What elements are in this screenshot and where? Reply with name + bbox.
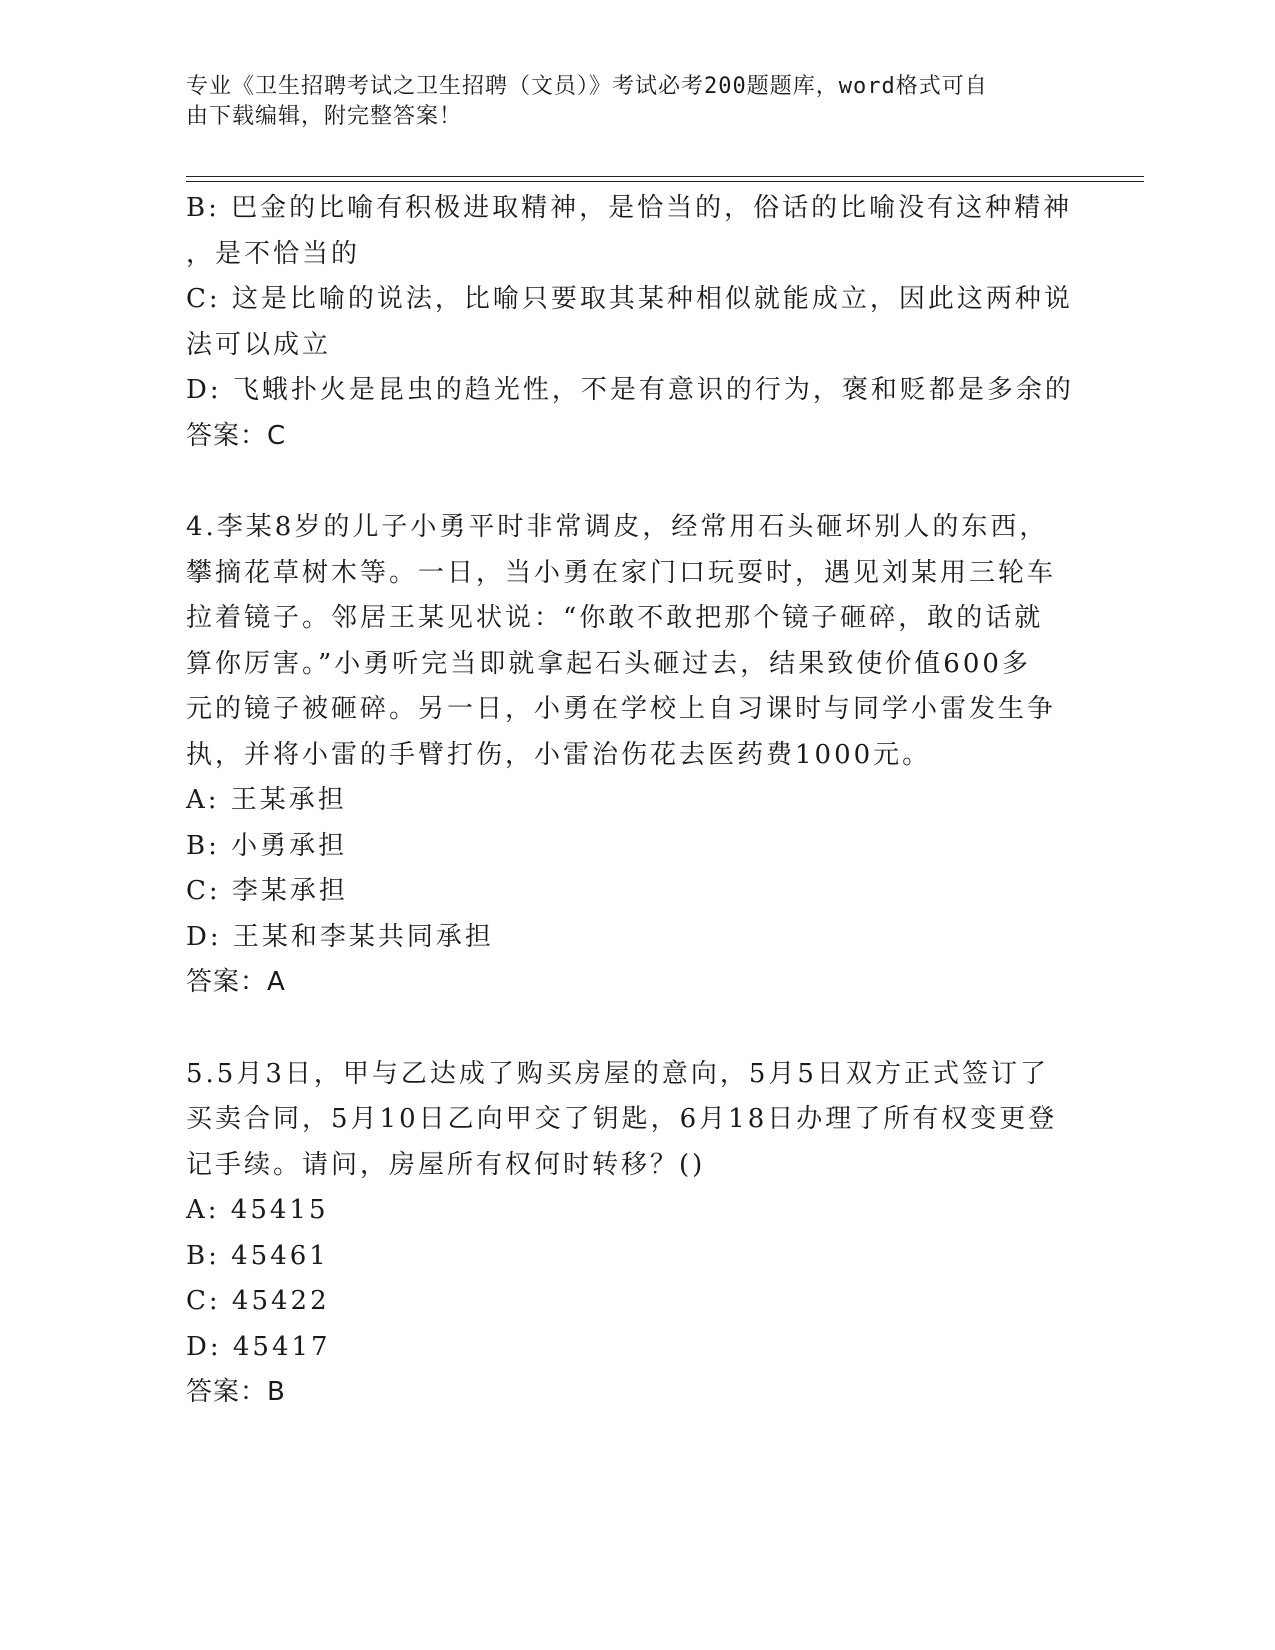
answer: 答案：A xyxy=(186,967,286,997)
option-c-line-2: 法可以成立 xyxy=(186,329,332,360)
header-divider-bottom xyxy=(186,181,1144,182)
header-line-1: 专业《卫生招聘考试之卫生招聘（文员）》考试必考200题题库，word格式可自 xyxy=(186,74,988,99)
answer: 答案：C xyxy=(186,420,287,451)
question-text-line: 攀摘花草树木等。一日，当小勇在家门口玩耍时，遇见刘某用三轮车 xyxy=(186,557,1057,588)
question-text-line: 记手续。请问，房屋所有权何时转移？() xyxy=(186,1149,706,1180)
option-b: B: 小勇承担 xyxy=(186,830,348,861)
option-c: C: 李某承担 xyxy=(186,876,348,906)
question-text-line: 算你厉害。”小勇听完当即就拿起石头砸过去，结果致使价值600多 xyxy=(186,648,1031,679)
answer: 答案：B xyxy=(186,1377,286,1407)
question-text-line: 4.李某8岁的儿子小勇平时非常调皮，经常用石头砸坏别人的东西， xyxy=(186,512,1049,542)
question-text-line: 拉着镜子。邻居王某见状说：“你敢不敢把那个镜子砸碎，敢的话就 xyxy=(186,603,1044,633)
option-b-line-1: B: 巴金的比喻有积极进取精神，是恰当的，俗话的比喻没有这种精神 xyxy=(186,193,1073,223)
question-text-line: 5.5月3日，甲与乙达成了购买房屋的意向，5月5日双方正式签订了 xyxy=(186,1058,1049,1089)
question-text-line: 元的镜子被砸碎。另一日，小勇在学校上自习课时与同学小雷发生争 xyxy=(186,694,1057,724)
question-text-line: 执，并将小雷的手臂打伤，小雷治伤花去医药费1000元。 xyxy=(186,739,932,770)
option-c-line-1: C: 这是比喻的说法，比喻只要取其某种相似就能成立，因此这两种说 xyxy=(186,284,1073,314)
spacer xyxy=(186,459,1086,505)
header-line-2: 由下载编辑，附完整答案！ xyxy=(186,104,463,129)
header-divider-top xyxy=(186,176,1144,177)
document-header xyxy=(186,72,1066,132)
question-3 xyxy=(186,186,1086,459)
option-d: D: 45417 xyxy=(186,1331,331,1362)
option-c: C: 45422 xyxy=(186,1286,330,1316)
document-body xyxy=(186,186,1086,1416)
question-4 xyxy=(186,505,1086,1006)
option-a: A: 45415 xyxy=(186,1195,329,1225)
option-a: A: 王某承担 xyxy=(186,785,347,815)
option-b-line-2: ，是不恰当的 xyxy=(186,238,361,269)
option-d: D: 王某和李某共同承担 xyxy=(186,921,494,952)
question-5 xyxy=(186,1052,1086,1416)
spacer xyxy=(186,1006,1086,1052)
question-text-line: 买卖合同，5月10日乙向甲交了钥匙，6月18日办理了所有权变更登 xyxy=(186,1104,1058,1134)
option-d: D: 飞蛾扑火是昆虫的趋光性，不是有意识的行为，褒和贬都是多余的 xyxy=(186,375,1074,405)
option-b: B: 45461 xyxy=(186,1240,329,1271)
